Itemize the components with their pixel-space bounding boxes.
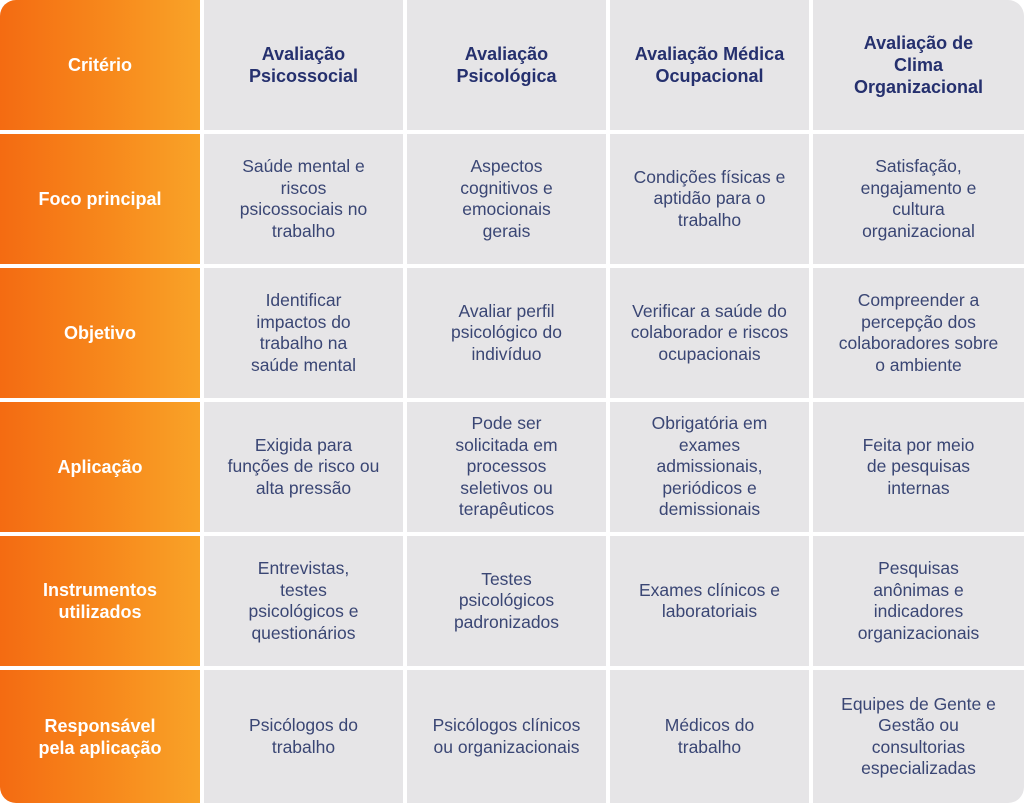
criterion-header-label: Critério [67, 55, 132, 75]
table-cell [610, 268, 813, 402]
table-cell [407, 134, 610, 268]
row-label: Instrumentos utilizados [42, 580, 157, 622]
cell-text: Compreender a percepção dos colaboradores sobre o ambiente [838, 290, 999, 375]
cell-text: Exames clínicos e laboratoriais [638, 579, 781, 621]
table-cell [813, 134, 1024, 268]
table-cell [204, 536, 407, 670]
cell-text: Feita por meio de pesquisas internas [862, 434, 975, 498]
cell-text: Pode ser solicitada em processos seletivos ou terapêuticos [455, 413, 558, 520]
cell-text: Satisfação, engajamento e cultura organizacional [860, 156, 977, 241]
cell-text: Psicólogos do trabalho [249, 715, 358, 757]
cell-text: Equipes de Gente e Gestão ou consultorias especializadas [841, 693, 996, 778]
row-label-instrumentos-utilizados [0, 536, 204, 670]
row-label-foco-principal [0, 134, 204, 268]
row-label: Aplicação [57, 457, 143, 477]
cell-text: Condições físicas e aptidão para o trabalho [633, 166, 786, 230]
cell-text: Psicólogos clínicos ou organizacionais [432, 715, 581, 757]
table-cell [407, 268, 610, 402]
row-label: Responsável pela aplicação [38, 715, 162, 758]
table-cell [204, 268, 407, 402]
cell-text: Identificar impactos do trabalho na saúde mental [250, 290, 357, 375]
table-cell [610, 670, 813, 803]
cell-text: Avaliar perfil psicológico do indivíduo [451, 300, 562, 364]
table-cell [813, 402, 1024, 536]
row-label: Foco principal [38, 189, 162, 209]
column-header-label: Avaliação de Clima Organizacional [853, 33, 984, 97]
criterion-header-cell [0, 0, 204, 134]
table-cell [407, 536, 610, 670]
cell-text: Aspectos cognitivos e emocionais gerais [460, 156, 553, 241]
table-cell [813, 670, 1024, 803]
table-cell [204, 670, 407, 803]
column-header-label: Avaliação Psicológica [456, 44, 557, 86]
table-cell [204, 402, 407, 536]
cell-text: Médicos do trabalho [664, 715, 755, 757]
row-label-objetivo [0, 268, 204, 402]
cell-text: Pesquisas anônimas e indicadores organizacionais [857, 558, 980, 643]
table-cell [610, 536, 813, 670]
table-cell [407, 670, 610, 803]
cell-text: Exigida para funções de risco ou alta pressão [227, 434, 380, 498]
table-cell [204, 134, 407, 268]
column-header-psicossocial [204, 0, 407, 134]
table-cell [813, 536, 1024, 670]
table-cell [610, 402, 813, 536]
cell-text: Saúde mental e riscos psicossociais no trabalho [239, 156, 368, 241]
column-header-medica-ocupacional [610, 0, 813, 134]
column-header-clima-organizacional [813, 0, 1024, 134]
row-label-aplicacao [0, 402, 204, 536]
table-cell [813, 268, 1024, 402]
column-header-label: Avaliação Médica Ocupacional [634, 44, 785, 86]
table-cell [407, 402, 610, 536]
cell-text: Verificar a saúde do colaborador e riscos ocupacionais [630, 300, 789, 364]
row-label: Objetivo [63, 323, 136, 343]
column-header-psicologica [407, 0, 610, 134]
row-label-responsavel [0, 670, 204, 803]
cell-text: Entrevistas, testes psicológicos e questionários [248, 558, 359, 643]
table-cell [610, 134, 813, 268]
column-header-label: Avaliação Psicossocial [248, 44, 359, 86]
cell-text: Testes psicológicos padronizados [453, 568, 560, 632]
cell-text: Obrigatória em exames admissionais, periódicos e demissionais [651, 413, 768, 520]
